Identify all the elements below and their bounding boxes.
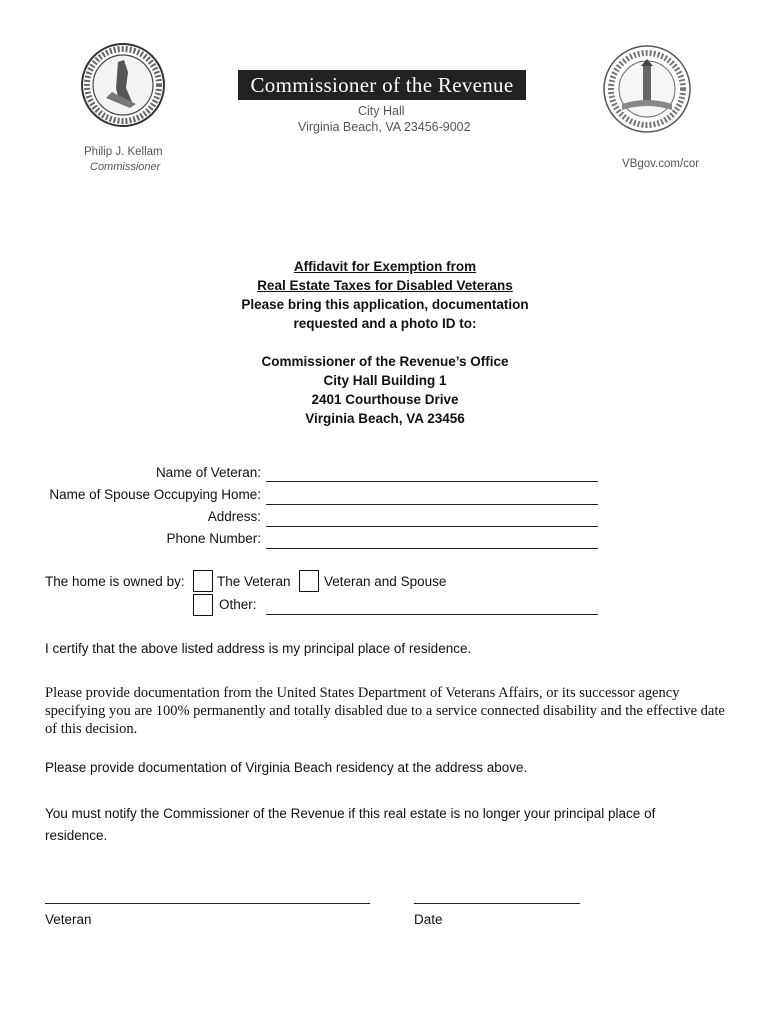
veteran-signature-label: Veteran xyxy=(45,912,92,927)
address-label: Address: xyxy=(207,509,261,524)
form-title-line1: Affidavit for Exemption from xyxy=(293,259,477,274)
form-instruction-line1: Please bring this application, documentation xyxy=(241,297,529,312)
header-address-line1: City Hall xyxy=(358,104,405,118)
spouse-name-field[interactable] xyxy=(266,504,598,505)
address-field[interactable] xyxy=(266,526,598,527)
virginia-state-seal-icon xyxy=(80,42,166,128)
form-title-line2: Real Estate Taxes for Disabled Veterans xyxy=(257,278,513,293)
office-street: 2401 Courthouse Drive xyxy=(311,392,459,407)
other-checkbox[interactable] xyxy=(193,594,213,616)
veteran-checkbox[interactable] xyxy=(193,570,213,592)
veteran-name-label: Name of Veteran: xyxy=(155,465,261,480)
owned-by-label: The home is owned by: xyxy=(45,574,185,589)
official-name: Philip J. Kellam xyxy=(84,146,163,158)
certify-statement: I certify that the above listed address is my principal place of residence. xyxy=(45,641,472,656)
veteran-option-label: The Veteran xyxy=(217,574,291,589)
phone-field[interactable] xyxy=(266,548,598,549)
virginia-beach-city-seal-icon xyxy=(602,44,692,134)
form-instruction-line2: requested and a photo ID to: xyxy=(293,316,477,331)
website-link[interactable]: VBgov.com/cor xyxy=(622,158,700,170)
other-option-label: Other: xyxy=(219,597,257,612)
date-field[interactable] xyxy=(414,903,580,904)
date-label: Date xyxy=(414,912,443,927)
office-name: Commissioner of the Revenue’s Office xyxy=(261,354,509,369)
va-documentation-instruction: Please provide documentation from the United States Department of Veterans Affairs, or its successor agency specifying you are 100% permanently and totally disabled due to a service connected disability and the effective date of this decision. xyxy=(45,685,725,737)
office-city: Virginia Beach, VA 23456 xyxy=(305,411,465,426)
veteran-spouse-checkbox[interactable] xyxy=(299,570,319,592)
official-title: Commissioner xyxy=(90,161,161,173)
phone-label: Phone Number: xyxy=(166,531,261,546)
veteran-signature-field[interactable] xyxy=(45,903,370,904)
residency-documentation-instruction: Please provide documentation of Virginia Beach residency at the address above. xyxy=(45,760,528,775)
other-field[interactable] xyxy=(266,614,598,615)
header-address-line2: Virginia Beach, VA 23456-9002 xyxy=(298,120,471,134)
veteran-name-field[interactable] xyxy=(266,481,598,482)
spouse-name-label: Name of Spouse Occupying Home: xyxy=(49,487,261,502)
header-banner: Commissioner of the Revenue xyxy=(238,70,526,100)
office-building: City Hall Building 1 xyxy=(323,373,447,388)
notify-statement: You must notify the Commissioner of the Revenue if this real estate is no longer your principal place of residence. xyxy=(45,806,656,843)
veteran-spouse-option-label: Veteran and Spouse xyxy=(324,574,447,589)
